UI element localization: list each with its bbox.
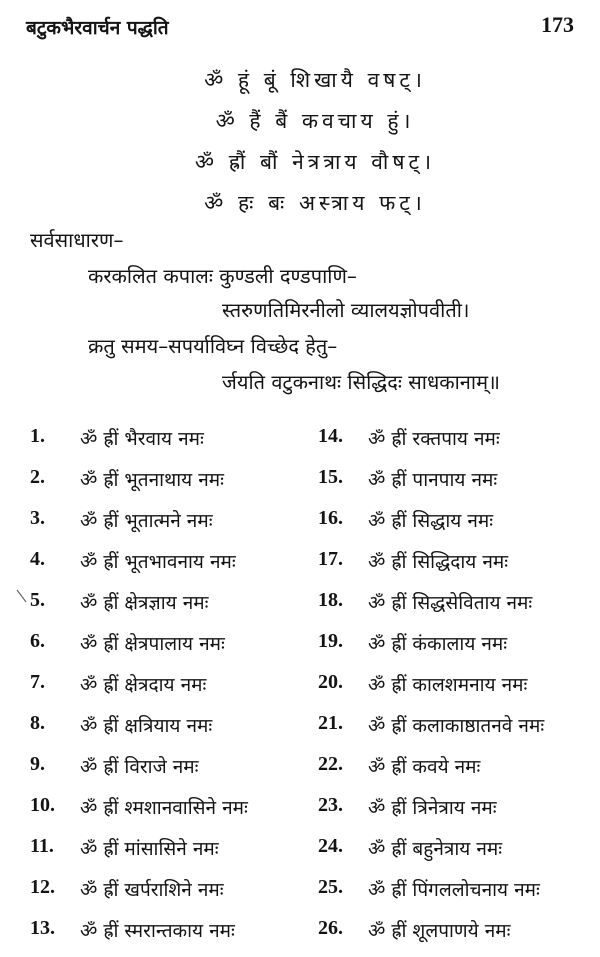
item-name: ॐ ह्रीं भूतात्मने नमः bbox=[80, 510, 213, 532]
item-name: ॐ ह्रीं भैरवाय नमः bbox=[80, 428, 204, 450]
item-name: ॐ ह्रीं कंकालाय नमः bbox=[368, 633, 508, 655]
list-item bbox=[0, 835, 600, 875]
item-number: 18. bbox=[318, 589, 343, 611]
list-item bbox=[0, 876, 600, 916]
item-name: ॐ ह्रीं पानपाय नमः bbox=[368, 469, 498, 491]
item-name: ॐ ह्रीं कलाकाष्ठातनवे नमः bbox=[368, 715, 545, 737]
list-item bbox=[0, 794, 600, 834]
item-name: ॐ ह्रीं कवये नमः bbox=[368, 756, 481, 778]
item-name: ॐ ह्रीं क्षेत्रपालाय नमः bbox=[80, 633, 225, 655]
list-item bbox=[0, 917, 600, 957]
list-item bbox=[0, 548, 600, 588]
item-number: 12. bbox=[30, 876, 55, 898]
item-number: 4. bbox=[30, 548, 45, 570]
list-item bbox=[0, 425, 600, 465]
item-name: ॐ ह्रीं शूलपाणये नमः bbox=[368, 920, 511, 942]
list-item bbox=[0, 753, 600, 793]
item-name: ॐ ह्रीं श्मशानवासिने नमः bbox=[80, 797, 248, 819]
list-item bbox=[0, 712, 600, 752]
item-number: 14. bbox=[318, 425, 343, 447]
list-item bbox=[0, 671, 600, 711]
item-name: ॐ ह्रीं पिंगललोचनाय नमः bbox=[368, 879, 540, 901]
item-number: 19. bbox=[318, 630, 343, 652]
page-number: 173 bbox=[541, 12, 574, 37]
mantra-line: ॐ हैं बैं कवचाय हुं। bbox=[215, 109, 415, 133]
verse-line: क्रतु समय–सपर्याविघ्न विच्छेद हेतु– bbox=[88, 334, 338, 358]
item-number: 1. bbox=[30, 425, 45, 447]
item-number: 23. bbox=[318, 794, 343, 816]
item-number: 21. bbox=[318, 712, 343, 734]
item-number: 13. bbox=[30, 917, 55, 939]
mantra-line: ॐ हः बः अस्त्राय फट्। bbox=[204, 191, 426, 215]
item-number: 17. bbox=[318, 548, 343, 570]
item-number: 15. bbox=[318, 466, 343, 488]
list-item bbox=[0, 466, 600, 506]
item-number: 22. bbox=[318, 753, 343, 775]
item-number: 3. bbox=[30, 507, 45, 529]
section-heading: सर्वसाधारण– bbox=[30, 228, 124, 252]
mantra-line: ॐ ह्रौं बौं नेत्रत्राय वौषट्। bbox=[194, 150, 436, 174]
item-number: 8. bbox=[30, 712, 45, 734]
item-name: ॐ ह्रीं क्षेत्रज्ञाय नमः bbox=[80, 592, 209, 614]
list-item bbox=[0, 589, 600, 629]
verse-line: स्तरुणतिमिरनीलो व्यालयज्ञोपवीती। bbox=[222, 298, 470, 322]
item-number: 2. bbox=[30, 466, 45, 488]
item-name: ॐ ह्रीं खर्पराशिने नमः bbox=[80, 879, 224, 901]
item-name: ॐ ह्रीं त्रिनेत्राय नमः bbox=[368, 797, 497, 819]
item-number: 10. bbox=[30, 794, 55, 816]
item-number: 24. bbox=[318, 835, 343, 857]
item-number: 7. bbox=[30, 671, 45, 693]
item-name: ॐ ह्रीं रक्तपाय नमः bbox=[368, 428, 500, 450]
item-number: 20. bbox=[318, 671, 343, 693]
item-number: 9. bbox=[30, 753, 45, 775]
item-name: ॐ ह्रीं भूतनाथाय नमः bbox=[80, 469, 224, 491]
item-number: 25. bbox=[318, 876, 343, 898]
item-name: ॐ ह्रीं बहुनेत्राय नमः bbox=[368, 838, 503, 860]
verse-line: र्जयति वटुकनाथः सिद्धिदः साधकानाम्॥ bbox=[222, 370, 501, 394]
verse-line: करकलित कपालः कुण्डली दण्डपाणि– bbox=[88, 264, 357, 288]
item-name: ॐ ह्रीं सिद्धिदाय नमः bbox=[368, 551, 509, 573]
mantra-line: ॐ हूं बूं शिखायै वषट्। bbox=[204, 68, 426, 92]
list-item bbox=[0, 507, 600, 547]
item-number: 16. bbox=[318, 507, 343, 529]
item-name: ॐ ह्रीं विराजे नमः bbox=[80, 756, 199, 778]
item-name: ॐ ह्रीं सिद्धसेविताय नमः bbox=[368, 592, 533, 614]
item-number: 26. bbox=[318, 917, 343, 939]
item-name: ॐ ह्रीं क्षेत्रदाय नमः bbox=[80, 674, 207, 696]
item-name: ॐ ह्रीं क्षत्रियाय नमः bbox=[80, 715, 213, 737]
item-number: 11. bbox=[30, 835, 54, 857]
item-name: ॐ ह्रीं स्मरान्तकाय नमः bbox=[80, 920, 235, 942]
item-name: ॐ ह्रीं मांसासिने नमः bbox=[80, 838, 219, 860]
item-number: 5. bbox=[30, 589, 45, 611]
item-number: 6. bbox=[30, 630, 45, 652]
list-item bbox=[0, 630, 600, 670]
item-name: ॐ ह्रीं सिद्धाय नमः bbox=[368, 510, 494, 532]
item-name: ॐ ह्रीं कालशमनाय नमः bbox=[368, 674, 528, 696]
running-title: बटुकभैरवार्चन पद्धति bbox=[26, 17, 169, 39]
item-name: ॐ ह्रीं भूतभावनाय नमः bbox=[80, 551, 236, 573]
